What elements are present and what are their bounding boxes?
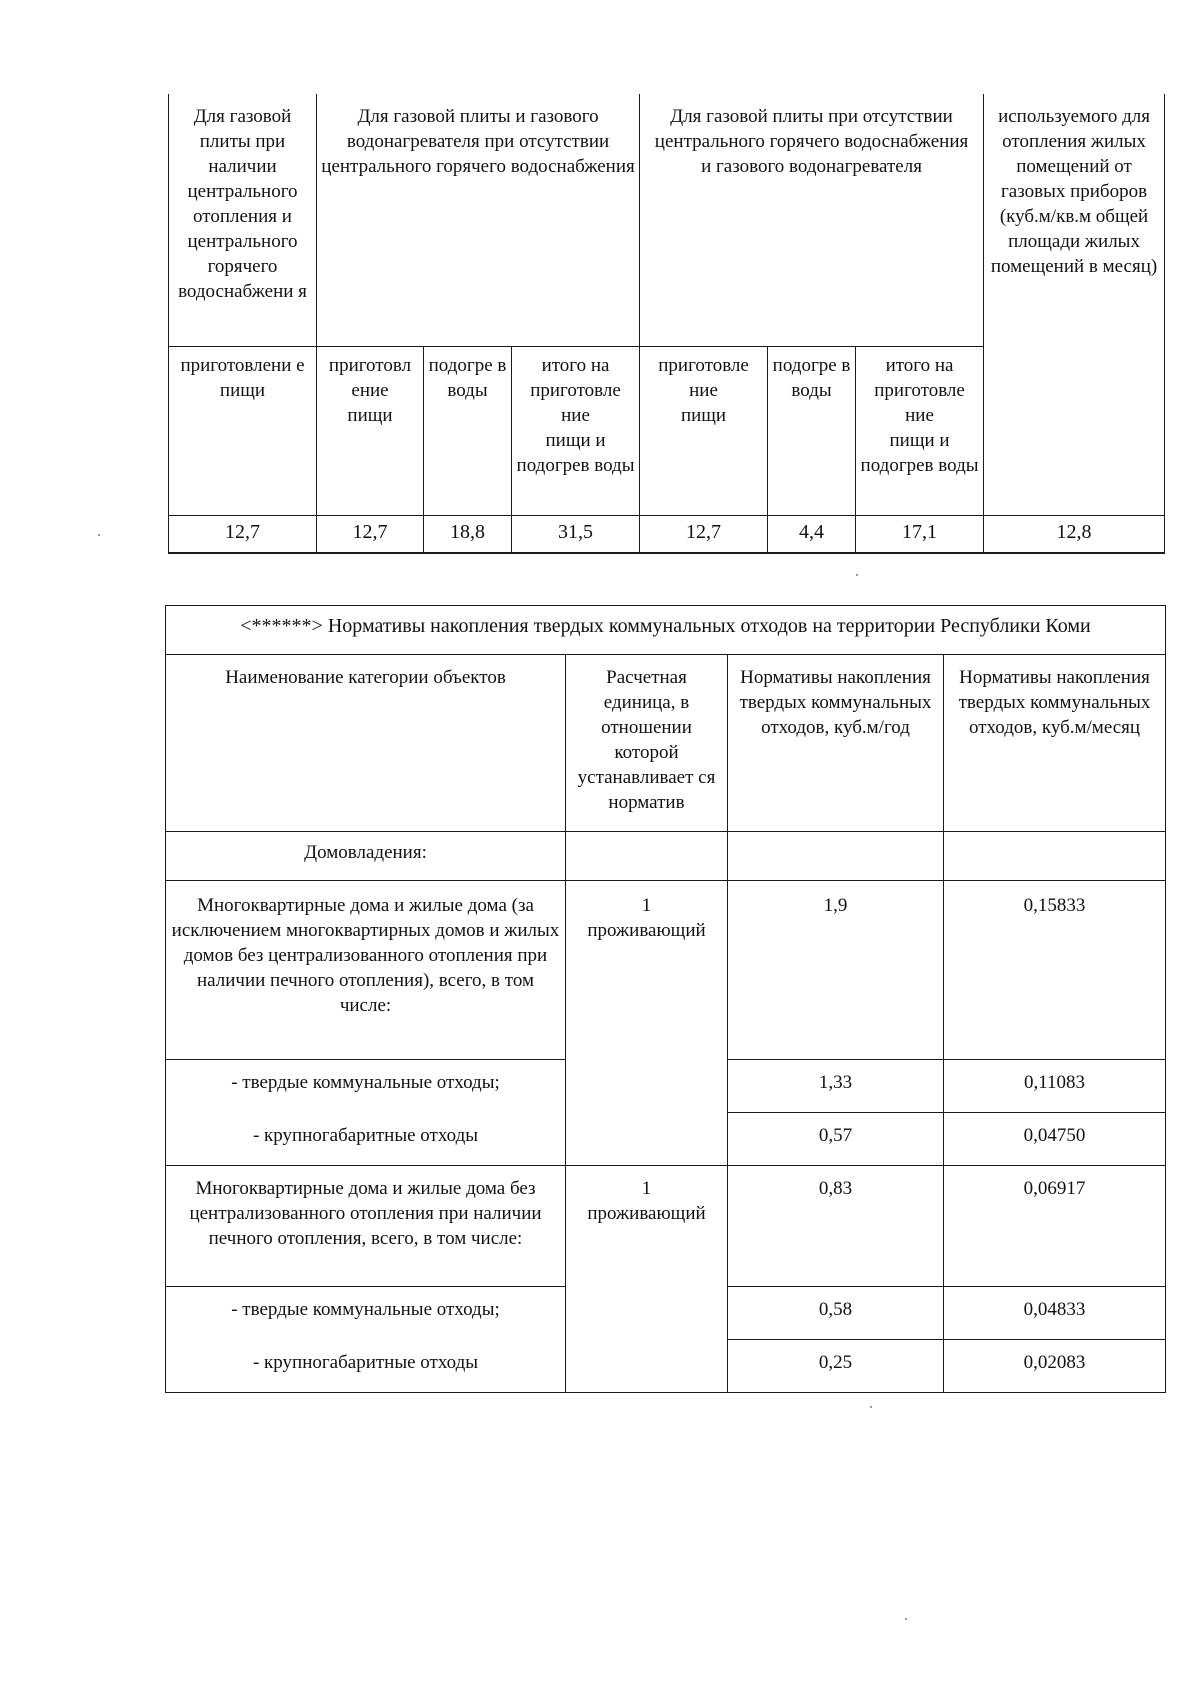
value-cell: 12,8 bbox=[984, 516, 1165, 554]
subheader-cooking: приготовле ние пищи bbox=[640, 347, 768, 516]
header-heating-usage: используемого для отопления жилых помещений от газовых приборов (куб.м/кв.м общей площади жилых помещений в месяц) bbox=[984, 94, 1165, 516]
scan-speck bbox=[870, 1406, 872, 1408]
subheader-cooking: приготовлени е пищи bbox=[169, 347, 317, 516]
scan-speck bbox=[98, 534, 100, 536]
norm-year-cell: 0,57 bbox=[728, 1113, 944, 1166]
empty-cell bbox=[944, 832, 1166, 881]
norm-year-cell: 1,9 bbox=[728, 881, 944, 1060]
waste-norms-table bbox=[165, 605, 1166, 1393]
section-label: Домовладения: bbox=[166, 832, 566, 881]
value-cell: 12,7 bbox=[640, 516, 768, 554]
subcategory-name: - твердые коммунальные отходы; bbox=[166, 1287, 566, 1340]
header-gas-stove-water-heater: Для газовой плиты и газового водонагревателя при отсутствии центрального горячего водоснабжения bbox=[317, 94, 640, 347]
norm-month-cell: 0,04750 bbox=[944, 1113, 1166, 1166]
norm-year-cell: 0,58 bbox=[728, 1287, 944, 1340]
norm-month-cell: 0,11083 bbox=[944, 1060, 1166, 1113]
subcategory-name: - твердые коммунальные отходы; bbox=[166, 1060, 566, 1113]
header-norm-month: Нормативы накопления твердых коммунальных отходов, куб.м/месяц bbox=[944, 655, 1166, 832]
header-category: Наименование категории объектов bbox=[166, 655, 566, 832]
category-name: Многоквартирные дома и жилые дома без централизованного отопления при наличии печного отопления, всего, в том числе: bbox=[166, 1166, 566, 1287]
empty-cell bbox=[728, 832, 944, 881]
subheader-water-heating: подогре в воды bbox=[768, 347, 856, 516]
header-gas-stove-central-heating: Для газовой плиты при наличии центрального отопления и центрального горячего водоснабжени я bbox=[169, 94, 317, 347]
norm-month-cell: 0,02083 bbox=[944, 1340, 1166, 1393]
gas-norms-table bbox=[168, 94, 1165, 554]
value-cell: 31,5 bbox=[512, 516, 640, 554]
scan-speck bbox=[905, 1618, 907, 1620]
empty-cell bbox=[566, 832, 728, 881]
norm-year-cell: 0,25 bbox=[728, 1340, 944, 1393]
value-cell: 4,4 bbox=[768, 516, 856, 554]
value-cell: 12,7 bbox=[169, 516, 317, 554]
value-cell: 18,8 bbox=[424, 516, 512, 554]
value-cell: 12,7 bbox=[317, 516, 424, 554]
norm-month-cell: 0,06917 bbox=[944, 1166, 1166, 1287]
header-gas-stove-no-hot-water: Для газовой плиты при отсутствии центрального горячего водоснабжения и газового водонагревателя bbox=[640, 94, 984, 347]
subheader-cooking: приготовл ение пищи bbox=[317, 347, 424, 516]
subheader-total: итого на приготовле ние пищи и подогрев воды bbox=[856, 347, 984, 516]
subcategory-name: - крупногабаритные отходы bbox=[166, 1113, 566, 1166]
table-caption: <******> Нормативы накопления твердых коммунальных отходов на территории Республики Коми bbox=[166, 606, 1166, 655]
subheader-water-heating: подогре в воды bbox=[424, 347, 512, 516]
category-name: Многоквартирные дома и жилые дома (за исключением многоквартирных домов и жилых домов без централизованного отопления при наличии печного отопления), всего, в том числе: bbox=[166, 881, 566, 1060]
subcategory-name: - крупногабаритные отходы bbox=[166, 1340, 566, 1393]
norm-year-cell: 1,33 bbox=[728, 1060, 944, 1113]
header-norm-year: Нормативы накопления твердых коммунальных отходов, куб.м/год bbox=[728, 655, 944, 832]
unit-cell: 1 проживающий bbox=[566, 881, 728, 1166]
norm-month-cell: 0,04833 bbox=[944, 1287, 1166, 1340]
unit-cell: 1 проживающий bbox=[566, 1166, 728, 1393]
norm-year-cell: 0,83 bbox=[728, 1166, 944, 1287]
value-cell: 17,1 bbox=[856, 516, 984, 554]
header-unit: Расчетная единица, в отношении которой устанавливает ся норматив bbox=[566, 655, 728, 832]
scan-speck bbox=[856, 574, 858, 576]
norm-month-cell: 0,15833 bbox=[944, 881, 1166, 1060]
subheader-total: итого на приготовле ние пищи и подогрев воды bbox=[512, 347, 640, 516]
